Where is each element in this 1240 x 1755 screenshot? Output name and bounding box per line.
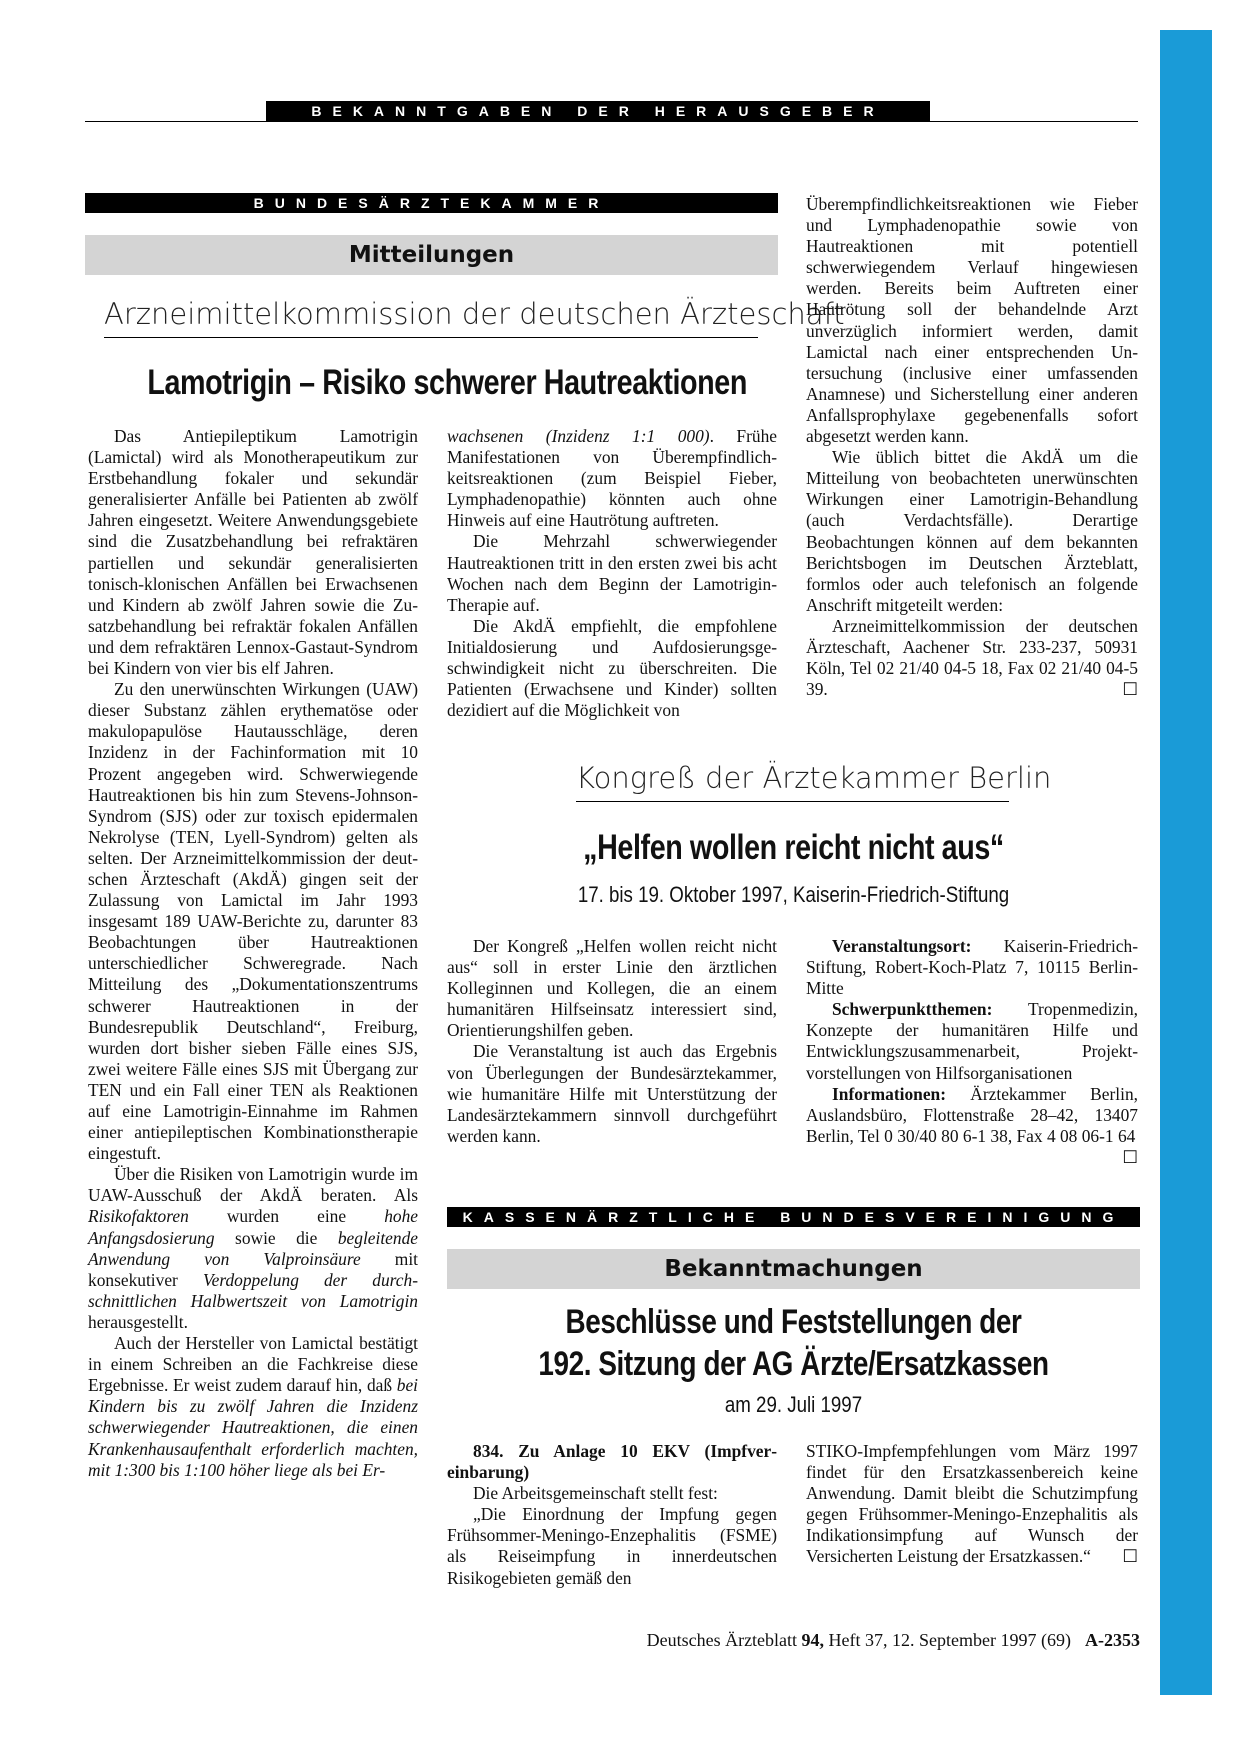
contact-info: Informationen: Ärztekammer Berlin, Auslandsbüro, Flottenstraße 28–42, 13407 Berlin, Tel 0 30/40 80 6-1 38, Fax 4 08 06-1 64 ☐ [806, 1083, 1138, 1167]
paragraph: Wie üblich bittet die AkdÄ um die Mitteilung von beobachteten unerwünschten Wirkungen einer Lamotrigin-Behandlung (auch Verdachtsfälle). Derartige Beobachtungen können auf dem bekannten Berichtsbogen im Deutschen Ärzteblatt, formlos oder auch telefonisch an folgende Anschrift mitgeteilt werden: [806, 447, 1138, 615]
paragraph: Die Veranstaltung ist auch das Ergebnis von Überlegungen der Bundesärztekammer, wie humanitäre Hilfe mit Unterstützung der Landesärztekammern sinnvoll durchgeführt werden kann. [447, 1041, 777, 1146]
item-title: 834. Zu Anlage 10 EKV (Impfvereinbarung) [447, 1441, 777, 1483]
baek-rubric: BUNDESÄRZTEKAMMER [85, 193, 778, 213]
page-number: A-2353 [1085, 1630, 1140, 1650]
paragraph: Überempfindlichkeitsreaktionen wie Fieber und Lymphadenopathie sowie von Hautreaktionen mit potentiell schwerwiegendem Verlauf hingewiesen werden. Bereits beim Auftreten einer Hautrötung soll der behandelnde Arzt unverzüglich informiert werden, damit Lamictal nach einer entsprechenden Untersuchung (inclusive einer umfassenden Anamnese) und Sicherstellung einer anderen Anfallsprophylaxe gegebenenfalls sofort abgesetzt werden kann. [806, 194, 1138, 447]
lamotrigin-column-3 [806, 194, 1138, 700]
paragraph: Auch der Hersteller von Lamictal bestätigt in einem Schreiben an die Fachkreise diese Ergebnisse. Er weist zudem darauf hin, daß bei Kindern bis zu zwölf Jahren die Inzidenz schwerwiegender Hautreaktionen, die einen Krankenhausaufenthalt erforderlich machten, mit 1:300 bis 1:100 höher liege als bei Er- [88, 1333, 418, 1480]
kbv-headline-line-1: Beschlüsse und Feststellungen der [565, 1303, 1022, 1341]
end-mark-icon: ☐ [1122, 1546, 1138, 1567]
page-footer [580, 1630, 1140, 1651]
end-mark-icon: ☐ [1122, 1146, 1138, 1167]
lamotrigin-headline: Lamotrigin – Risiko schwerer Hautreaktionen [147, 363, 747, 402]
kbv-subline: am 29. Juli 1997 [724, 1392, 863, 1417]
baek-title-rule [104, 337, 758, 338]
kongress-title-rule [576, 801, 1009, 802]
header-rubric: BEKANNTGABEN DER HERAUSGEBER [266, 101, 930, 121]
kbv-category: Bekanntmachungen [447, 1249, 1140, 1289]
paragraph: Zu den unerwünschten Wirkungen (UAW) dieser Substanz zählen erythematöse oder makulopapulöse Hautausschläge, deren Inzidenz in der Fachinformation mit 10 Prozent angegeben wird. Schwerwiegende Hautreaktionen bis hin zum Stevens-Johnson-Syndrom (SJS) oder zur toxisch epidermalen Nekrolyse (TEN, Lyell-Syndrom) gelten als selten. Der Arzneimittelkommission der deutschen Ärzteschaft (AkdÄ) gingen seit der Zulassung von Lamictal im Jahr 1993 insgesamt 189 UAW-Berichte zu, darunter 83 Beobachtungen über Hautreaktionen unterschiedlicher Schweregrade. Nach Mitteilung des „Dokumentationszentrums schwerer Hautreaktionen in der Bundesrepublik Deutschland“, Freiburg, wurden dort bisher sieben Fälle eines SJS, zwei weitere Fälle eines SJS mit Übergang zur TEN und ein Fall einer TEN als Reaktionen auf eine Lamotrigin-Einnahme im Rahmen einer antiepileptischen Kombinationstherapie eingestuft. [88, 679, 418, 1164]
paragraph: „Die Einordnung der Impfung gegen Frühsommer-Meningo-Enzephalitis (FSME) als Reiseimpfung in innerdeutschen Risikogebieten gemäß den [447, 1504, 777, 1588]
paragraph: Über die Risiken von Lamotrigin wurde im UAW-Ausschuß der AkdÄ beraten. Als Risikofaktoren wurden eine hohe Anfangsdosierung sowie die begleitende Anwendung von Valproinsäure mit konsekutiver Verdoppelung der durchschnittlichen Halbwertszeit von Lamotrigin herausgestellt. [88, 1164, 418, 1332]
kbv-headline [509, 1301, 1077, 1385]
end-mark-icon: ☐ [1122, 679, 1138, 700]
paragraph: Arzneimittelkommission der deutschen Ärzteschaft, Aachener Str. 233-237, 50931 Köln, Tel 02 21/40 04-5 18, Fax 02 21/40 04-5 39. ☐ [806, 615, 1138, 700]
kongress-subline: 17. bis 19. Oktober 1997, Kaiserin-Friedrich-Stiftung [577, 882, 1010, 907]
journal-volume: 94, [801, 1630, 825, 1650]
kongress-section-title: Kongreß der Ärztekammer Berlin [576, 761, 1052, 795]
blue-margin-bar [1160, 30, 1212, 1695]
baek-category: Mitteilungen [85, 235, 778, 275]
paragraph: Das Antiepileptikum Lamotrigin (Lamictal) wird als Monotherapeutikum zur Erstbehandlung fokaler und sekundär generalisierter Anfälle bei Patienten ab zwölf Jahren eingesetzt. Weitere Anwendungsgebiete sind die Zusatzbehandlung bei refraktären partiellen und sekundär generalisierten tonisch-klonischen Anfällen bei Erwachsenen und Kindern ab zwölf Jahren sowie die Zusatzbehandlung bei refraktär fokalen Anfällen und dem refraktären Lennox-Gastaut-Syndrom bei Kindern von vier bis elf Jahren. [88, 426, 418, 679]
kbv-headline-line-2: 192. Sitzung der AG Ärzte/Ersatzkassen [538, 1345, 1049, 1383]
lamotrigin-column-2 [447, 426, 777, 721]
kbv-column-1 [447, 1441, 777, 1589]
paragraph: Die Arbeitsgemeinschaft stellt fest: [473, 1483, 718, 1504]
kbv-rubric: KASSENÄRZTLICHE BUNDESVEREINIGUNG [447, 1207, 1140, 1227]
header-rule [85, 121, 1138, 122]
journal-issue: Heft 37, 12. September 1997 (69) [824, 1630, 1071, 1650]
journal-name: Deutsches Ärzteblatt [646, 1630, 802, 1650]
topics-info: Schwerpunktthemen: Tropenmedizin, Konzepte der humanitären Hilfe und Entwicklungszusammenarbeit, Projektvorstellungen von Hilfsorganisationen [806, 999, 1138, 1083]
venue-info: Veranstaltungsort: Kaiserin-Friedrich-Stiftung, Robert-Koch-Platz 7, 10115 Berlin-Mitte [806, 936, 1138, 999]
paragraph: Die AkdÄ empfiehlt, die empfohlene Initialdosierung und Aufdosierungsgeschwindigkeit nicht zu überschreiten. Die Patienten (Erwachsene und Kinder) sollten dezidiert auf die Möglichkeit von [447, 615, 777, 721]
paragraph: Der Kongreß „Helfen wollen reicht nicht aus“ soll in erster Linie den ärztlichen Kolleginnen und Kollegen, die an einem humanitären Hilfseinsatz interessiert sind, Orientierungshilfen geben. [447, 936, 777, 1041]
paragraph: Die Mehrzahl schwerwiegender Hautreaktionen tritt in den ersten zwei bis acht Wochen nach dem Beginn der Lamotrigin-Therapie auf. [447, 531, 777, 615]
kongress-headline: „Helfen wollen reicht nicht aus“ [583, 828, 1004, 867]
lamotrigin-column-1 [88, 426, 418, 1481]
kbv-column-2 [806, 1441, 1138, 1568]
kongress-column-1 [447, 936, 777, 1147]
baek-section-title: Arzneimittelkommission der deutschen Ärzteschaft [104, 297, 845, 331]
paragraph: wachsenen (Inzidenz 1:1 000). Frühe Manifestationen von Überempfindlichkeitsreaktionen (zum Beispiel Fieber, Lymphadenopathie) könnten auch ohne Hinweis auf eine Hautrötung auftreten. [447, 426, 777, 531]
paragraph: STIKO-Impfempfehlungen vom März 1997 findet für den Ersatzkassenbereich keine Anwendung. Damit bleibt die Schutzimpfung gegen Frühsommer-Meningo-Enzephalitis als Indikationsimpfung auf Wunsch der Versicherten Leistung der Ersatzkassen.“ ☐ [806, 1441, 1138, 1567]
kongress-column-2 [806, 936, 1138, 1168]
